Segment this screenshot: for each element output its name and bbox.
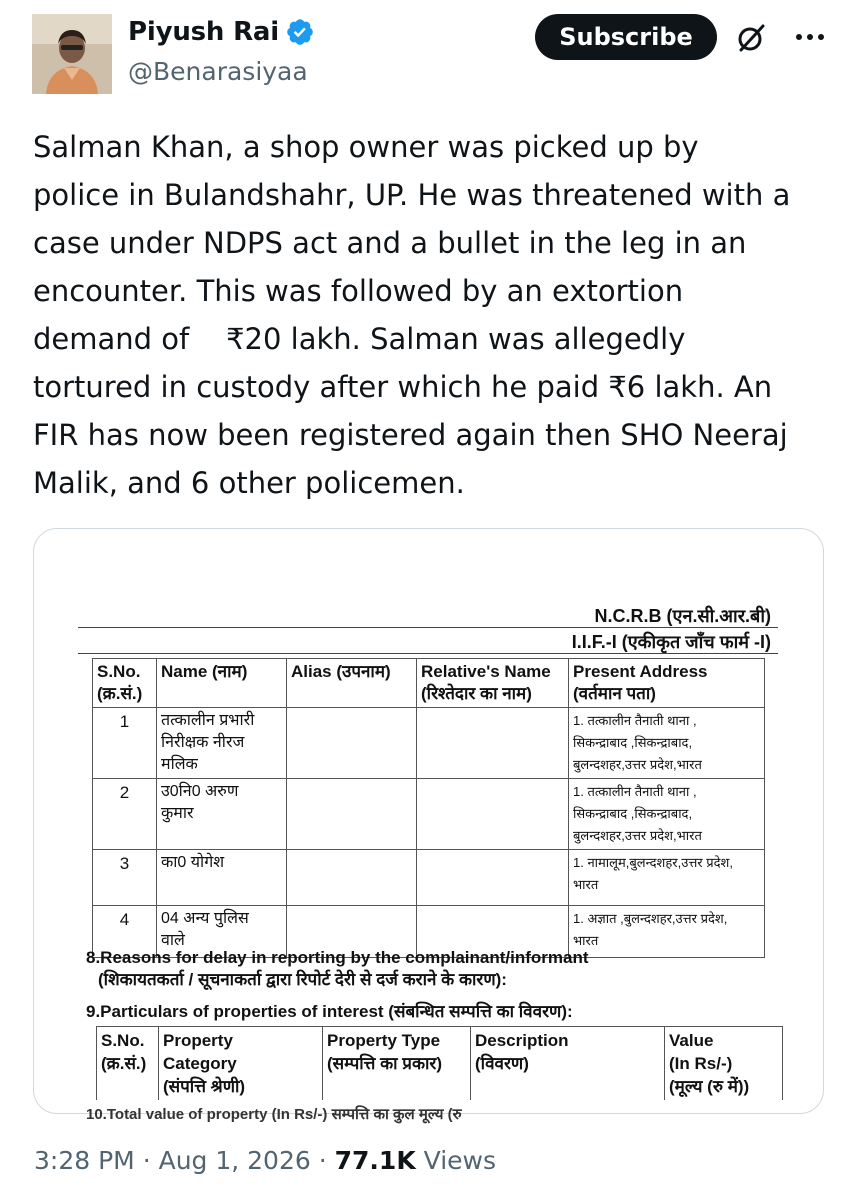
row-alias <box>287 850 417 906</box>
section-10-cut-line: 10.Total value of property (In Rs/-) सम्पत्ति का कुल मूल्य (रु <box>86 1106 462 1123</box>
row-address-line: सिकन्द्राबाद ,सिकन्द्राबाद, <box>573 806 693 821</box>
row-address-line: 1. अज्ञात ,बुलन्दशहर,उत्तर प्रदेश, <box>573 911 728 926</box>
row-alias <box>287 708 417 779</box>
tweet-meta <box>34 1146 496 1175</box>
row-name-line: कुमार <box>161 805 194 822</box>
prop-col-category2: Category <box>163 1054 237 1073</box>
tweet-line: Malik, and 6 other policemen. <box>33 466 465 500</box>
table-row <box>93 850 765 906</box>
row-address-line: भारत <box>573 877 599 892</box>
table-header-row <box>97 1027 783 1101</box>
row-address-line: 1. तत्कालीन तैनाती थाना , <box>573 784 697 799</box>
row-relative <box>417 850 569 906</box>
row-address-line: बुलन्दशहर,उत्तर प्रदेश,भारत <box>573 757 702 772</box>
table-header-row <box>93 659 765 708</box>
row-name-line: वाले <box>161 932 185 949</box>
tweet-line: case under NDPS act and a bullet in the leg in an <box>33 226 747 260</box>
meta-separator: · <box>318 1146 335 1175</box>
row-address-line: 1. नामालूम,बुलन्दशहर,उत्तर प्रदेश, <box>573 855 733 870</box>
row-alias <box>287 779 417 850</box>
grok-icon[interactable] <box>733 20 769 56</box>
table-row <box>93 708 765 779</box>
row-sno: 2 <box>93 779 157 850</box>
row-name-line: का0 योगेश <box>161 854 225 871</box>
doc-divider <box>78 653 778 654</box>
meta-separator: · <box>142 1146 159 1175</box>
row-relative <box>417 708 569 779</box>
prop-col-sno-hi: (क्र.सं.) <box>101 1054 147 1073</box>
views-count: 77.1K <box>334 1146 416 1175</box>
section-8-heading <box>86 947 589 991</box>
prop-col-value-hi: (मूल्य (रु में)) <box>669 1077 750 1096</box>
section-9-heading: 9.Particulars of properties of interest (संबन्धित सम्पत्ति का विवरण): <box>86 1002 573 1021</box>
col-relative: Relative's Name <box>421 662 551 681</box>
row-address-line: भारत <box>573 933 599 948</box>
row-name-line: 04 अन्य पुलिस <box>161 910 249 927</box>
section-8-title: 8.Reasons for delay in reporting by the complainant/informant <box>86 948 589 967</box>
row-sno: 4 <box>93 906 157 958</box>
tweet-media-image[interactable] <box>33 528 824 1123</box>
col-name: Name (नाम) <box>161 662 248 681</box>
tweet-time[interactable]: 3:28 PM <box>34 1146 135 1175</box>
col-sno: S.No. <box>97 662 141 681</box>
row-address-line: बुलन्दशहर,उत्तर प्रदेश,भारत <box>573 828 702 843</box>
row-address-line: सिकन्द्राबाद ,सिकन्द्राबाद, <box>573 735 693 750</box>
section-8-title-hi: (शिकायतकर्ता / सूचनाकर्ता द्वारा रिपोर्ट देरी से दर्ज कराने के कारण): <box>98 970 507 989</box>
col-sno-hi: (क्र.सं.) <box>97 684 143 703</box>
col-address: Present Address <box>573 662 708 681</box>
col-relative-hi: (रिश्तेदार का नाम) <box>421 684 532 703</box>
tweet-line: tortured in custody after which he paid ₹6 lakh. An <box>33 370 773 404</box>
row-address-line: 1. तत्कालीन तैनाती थाना , <box>573 713 697 728</box>
avatar[interactable] <box>32 14 112 94</box>
prop-col-category: Property <box>163 1031 233 1050</box>
table-row <box>93 779 765 850</box>
row-name-line: तत्कालीन प्रभारी <box>161 712 255 729</box>
doc-header-ncrb: N.C.R.B (एन.सी.आर.बी) <box>594 606 771 626</box>
doc-header-iif: I.I.F.-I (एकीकृत जाँच फार्म -I) <box>571 632 771 652</box>
col-alias: Alias (उपनाम) <box>291 662 391 681</box>
fir-document <box>34 529 823 1123</box>
views-label: Views <box>423 1146 497 1175</box>
row-name-line: निरीक्षक नीरज <box>161 734 245 751</box>
verified-badge-icon <box>285 17 315 47</box>
doc-divider <box>78 627 778 628</box>
row-name-line: उ0नि0 अरुण <box>161 783 239 800</box>
tweet-line: Salman Khan, a shop owner was picked up by <box>33 130 699 164</box>
property-table <box>96 1026 783 1100</box>
subscribe-button[interactable]: Subscribe <box>535 14 717 60</box>
author-display-name[interactable]: Piyush Rai <box>128 17 279 47</box>
prop-col-description-hi: (विवरण) <box>475 1054 529 1073</box>
col-address-hi: (वर्तमान पता) <box>573 684 656 703</box>
accused-table <box>92 658 765 958</box>
prop-col-type-hi: (सम्पत्ति का प्रकार) <box>327 1054 443 1073</box>
more-icon[interactable] <box>790 24 830 50</box>
row-sno: 1 <box>93 708 157 779</box>
row-name-line: मलिक <box>161 756 198 773</box>
prop-col-category-hi: (संपत्ति श्रेणी) <box>163 1077 246 1096</box>
prop-col-description: Description <box>475 1031 569 1050</box>
author-name-row[interactable] <box>128 17 315 47</box>
prop-col-value2: (In Rs/-) <box>669 1054 733 1073</box>
tweet-line: demand of ₹20 lakh. Salman was allegedly <box>33 322 686 356</box>
prop-col-value: Value <box>669 1031 714 1050</box>
author-handle[interactable]: @Benarasiyaa <box>128 57 308 86</box>
tweet-text <box>33 123 833 507</box>
row-sno: 3 <box>93 850 157 906</box>
tweet-line: FIR has now been registered again then SHO Neeraj <box>33 418 788 452</box>
tweet-line: police in Bulandshahr, UP. He was threatened with a <box>33 178 791 212</box>
tweet-line: encounter. This was followed by an extortion <box>33 274 684 308</box>
row-relative <box>417 779 569 850</box>
prop-col-sno: S.No. <box>101 1031 145 1050</box>
tweet-date[interactable]: Aug 1, 2026 <box>158 1146 311 1175</box>
prop-col-type: Property Type <box>327 1031 441 1050</box>
